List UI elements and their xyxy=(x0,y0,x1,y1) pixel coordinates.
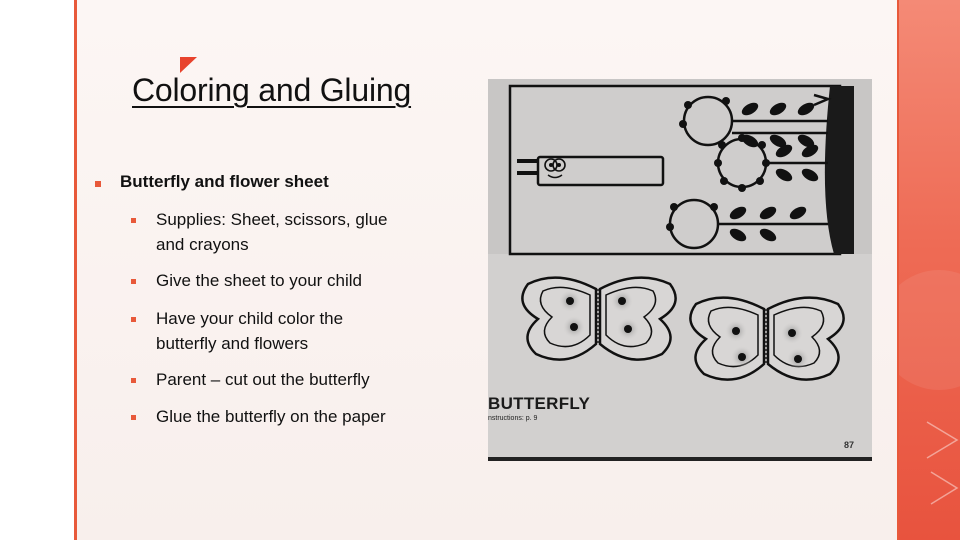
main-bullet: Butterfly and flower sheet xyxy=(120,172,329,191)
worksheet-page-number: 87 xyxy=(844,440,855,450)
slide-title: Coloring and Gluing xyxy=(132,72,412,108)
left-margin-bar xyxy=(0,0,77,540)
sub-bullet-marker xyxy=(131,415,136,420)
chevron-decoration xyxy=(899,0,960,540)
right-decorative-band xyxy=(897,0,960,540)
bullet-marker xyxy=(95,181,101,187)
sub-bullet-marker xyxy=(131,279,136,284)
sub-bullet-marker xyxy=(131,218,136,223)
flower-panel xyxy=(510,86,854,254)
title-accent-triangle xyxy=(180,57,197,73)
sub-bullet-cut: Parent – cut out the butterfly xyxy=(156,370,370,389)
sub-bullet-supplies: Supplies: Sheet, scissors, glue and crayons xyxy=(156,210,388,254)
worksheet-sublabel: nstructions: p. 9 xyxy=(488,415,538,422)
sub-bullet-marker xyxy=(131,378,136,383)
sub-bullet-color: Have your child color the butterfly and flowers xyxy=(156,309,344,353)
worksheet-photo xyxy=(488,79,872,461)
worksheet-label: BUTTERFLY xyxy=(488,394,591,413)
sub-bullet-marker xyxy=(131,317,136,322)
sub-bullet-glue: Glue the butterfly on the paper xyxy=(156,407,386,426)
sub-bullet-give-sheet: Give the sheet to your child xyxy=(156,271,363,290)
